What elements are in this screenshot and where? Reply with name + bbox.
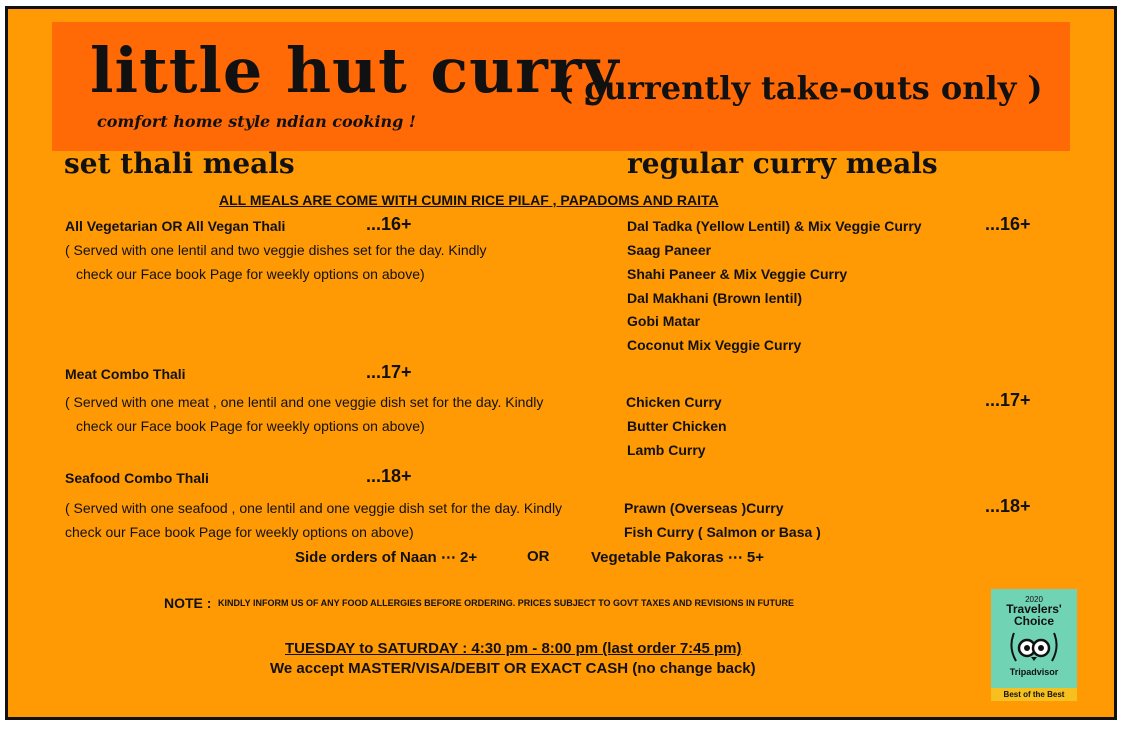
thali-meat-name: Meat Combo Thali — [65, 366, 186, 382]
badge-award — [991, 603, 1077, 627]
set-thali-heading: set thali meals — [64, 147, 295, 180]
seafood-curry-item: Prawn (Overseas )Curry — [624, 500, 784, 516]
travelers-choice-badge — [991, 589, 1077, 701]
meat-curry-item: Butter Chicken — [627, 418, 727, 434]
side-naan: Side orders of Naan ⋯ 2+ — [295, 549, 478, 566]
veg-curry-item: Coconut Mix Veggie Curry — [627, 337, 802, 353]
meat-curry-item: Chicken Curry — [626, 394, 722, 410]
header-banner — [52, 22, 1070, 151]
tagline: comfort home style ndian cooking ! — [97, 112, 416, 131]
sides-or: OR — [527, 548, 550, 565]
thali-meat-price: ...17+ — [366, 362, 412, 382]
thali-veg-desc-2: check our Face book Page for weekly options on above) — [76, 266, 425, 282]
side-pakoras: Vegetable Pakoras ⋯ 5+ — [591, 549, 765, 566]
payment-info: We accept MASTER/VISA/DEBIT OR EXACT CASH (no change back) — [270, 660, 756, 677]
badge-award-line1: Travelers' — [1006, 602, 1062, 616]
meat-curry-item: Lamb Curry — [627, 442, 706, 458]
badge-year: 2020 — [1025, 595, 1043, 604]
note-label: NOTE : — [164, 595, 212, 611]
takeout-subtitle: ( currently take-outs only ) — [558, 69, 1043, 107]
veg-curry-item: Gobi Matar — [627, 313, 701, 329]
veg-curry-item: Dal Tadka (Yellow Lentil) & Mix Veggie Curry — [627, 218, 922, 234]
thali-veg-name: All Vegetarian OR All Vegan Thali — [65, 218, 286, 234]
badge-brand: Tripadvisor — [1009, 667, 1059, 677]
thali-seafood-desc-2: check our Face book Page for weekly options on above) — [65, 524, 414, 540]
veg-curry-price: ...16+ — [985, 214, 1031, 234]
menu-poster — [5, 6, 1117, 720]
regular-curry-heading: regular curry meals — [627, 147, 938, 180]
veg-curry-item: Shahi Paneer & Mix Veggie Curry — [627, 266, 848, 282]
all-meals-note: ALL MEALS ARE COME WITH CUMIN RICE PILAF , PAPADOMS AND RAITA — [219, 192, 719, 208]
thali-meat-desc-1: ( Served with one meat , one lentil and one veggie dish set for the day. Kindly — [65, 394, 544, 410]
thali-meat-desc-2: check our Face book Page for weekly options on above) — [76, 418, 425, 434]
owl-laurel-icon — [1006, 629, 1062, 665]
meat-curry-price: ...17+ — [985, 390, 1031, 410]
thali-seafood-desc-1: ( Served with one seafood , one lentil and one veggie dish set for the day. Kindly — [65, 500, 563, 516]
seafood-curry-item: Fish Curry ( Salmon or Basa ) — [624, 524, 821, 540]
thali-veg-price: ...16+ — [366, 214, 412, 234]
opening-hours: TUESDAY to SATURDAY : 4:30 pm - 8:00 pm (last order 7:45 pm) — [285, 640, 742, 657]
thali-seafood-price: ...18+ — [366, 466, 412, 486]
veg-curry-item: Saag Paneer — [627, 242, 712, 258]
note-text: KINDLY INFORM US OF ANY FOOD ALLERGIES BEFORE ORDERING. PRICES SUBJECT TO GOVT TAXES AND REVISIONS IN FUTURE — [218, 598, 795, 608]
badge-ribbon: Best of the Best — [991, 688, 1077, 701]
badge-award-line2: Choice — [1013, 614, 1054, 628]
thali-seafood-name: Seafood Combo Thali — [65, 470, 209, 486]
veg-curry-item: Dal Makhani (Brown lentil) — [627, 290, 803, 306]
seafood-curry-price: ...18+ — [985, 496, 1031, 516]
thali-veg-desc-1: ( Served with one lentil and two veggie dishes set for the day. Kindly — [65, 242, 487, 258]
restaurant-title: little hut curry — [90, 34, 620, 107]
